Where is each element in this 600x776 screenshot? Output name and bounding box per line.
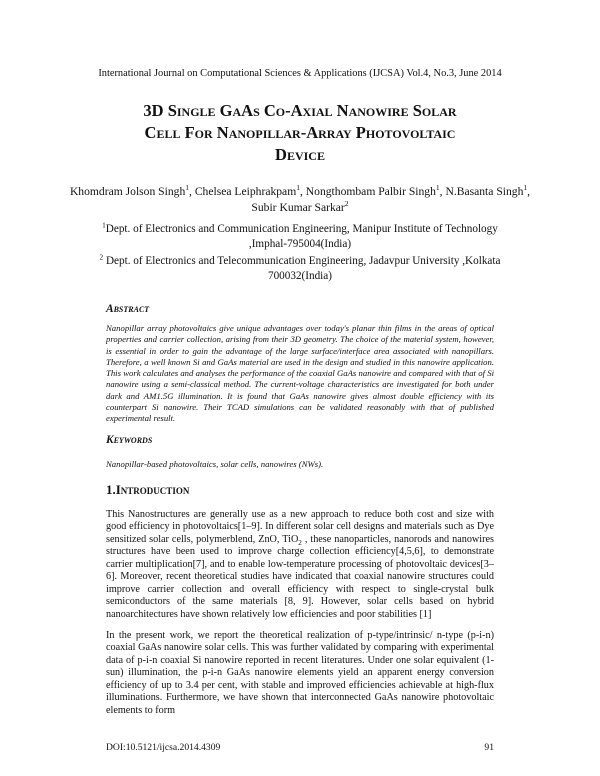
abstract-heading: Abstract bbox=[106, 303, 150, 315]
journal-header: International Journal on Computational Sciences & Applications (IJCSA) Vol.4, No.3, June 2014 bbox=[98, 68, 502, 79]
affil-mark: 2 bbox=[99, 253, 104, 262]
intro-paragraph-2: In the present work, we report the theoretical realization of p-type/intrinsic/ n-type (p-i-n) coaxial GaAs nanowire solar cells. This was further validated by comparing with experimental data of p-i-n coaxial Si nanowire reported in recent literatures. Under one solar equivalent (1-sun) illumination, the p-i-n GaAs nanowire elements yield an apparent energy conversion efficiency of up to 3.4 per cent, with stable and improved efficiencies achievable at high-flux illuminations. Furthermore, we have shown that interconnected GaAs nanowire photovoltaic elements to form bbox=[106, 630, 494, 716]
author-name: Khomdram Jolson Singh bbox=[69, 185, 186, 198]
keywords-heading: Keywords bbox=[106, 434, 153, 446]
section-number: 1. bbox=[106, 482, 116, 497]
title-line-3: Device bbox=[275, 145, 325, 164]
author-name: N.Basanta Singh bbox=[445, 185, 524, 198]
affil-mark: 1 bbox=[102, 221, 106, 230]
subscript: 2 bbox=[298, 538, 302, 547]
title-line-2: Cell For Nanopillar-Array Photovoltaic bbox=[144, 123, 456, 142]
author-list: Khomdram Jolson Singh$^1$, Chelsea Leiphrakpam$^1$, Nongthombam Palbir Singh$^1$, N.Basanta Singh$^1$, Subir Kumar Sarkar$^2$ bbox=[69, 183, 531, 214]
footer-doi: DOI:10.5121/ijcsa.2014.4309 bbox=[106, 742, 221, 753]
affiliation-1: $^1$Dept. of Electronics and Communication Engineering, Manipur Institute of Technology ,Imphal-795004(India) bbox=[102, 221, 498, 250]
title-line-1: 3D Single GaAs Co-Axial Nanowire Solar bbox=[143, 101, 457, 120]
author-name: Subir Kumar Sarkar bbox=[251, 201, 345, 214]
author-affil-mark: 1 bbox=[296, 183, 300, 193]
paper-title bbox=[80, 100, 520, 166]
author-affil-mark: 1 bbox=[523, 183, 528, 193]
section-heading-introduction bbox=[106, 482, 189, 498]
intro-paragraph-1: This Nanostructures are generally use as a new approach to reduce both cost and size with good efficiency in photovoltaics[1–9]. In different solar cell designs and materials such as Dye sensitized solar cells, polymerblend, ZnO, TiO$_2$ , these nanoparticles, nanorods and nanowires structures have been used to improve charge collection efficiency[4,5,6], to demonstrate carrier multiplication[7], and to enable low-temperature processing of photovoltaic devices[3–6]. Moreover, recent theoretical studies have indicated that coaxial nanowire structures could improve carrier collection and overall efficiency with respect to single-crystal bulk semiconductors of the same materials [8, 9]. However, solar cells based on hybrid nanoarchitectures have shown relatively low efficiencies and poor stabilities [1] bbox=[106, 509, 494, 620]
keywords-text: Nanopillar-based photovoltaics, solar cells, nanowires (NWs). bbox=[106, 459, 324, 469]
author-affil-mark: 1 bbox=[185, 183, 190, 193]
section-title: Introduction bbox=[115, 482, 190, 497]
page-number: 91 bbox=[484, 742, 494, 753]
author-name: Chelsea Leiphrakpam bbox=[194, 185, 297, 198]
affiliations bbox=[90, 222, 510, 286]
author-affil-mark: 1 bbox=[435, 183, 440, 193]
abstract-text: Nanopillar array photovoltaics give unique advantages over today's planar thin films in the areas of optical properties and carrier collection, arising from their 3D geometry. The choice of the material system, however, is essential in order to gain the advantage of the large surface/interface area associated with nanopillars. Therefore, a well known Si and GaAs material are used in the design and studied in this nanowire application. This work calculates and analyses the performance of the coaxial GaAs nanowire and compared with that of Si nanowire using a semi-classical method. The current-voltage characteristics are investigated for both under dark and AM1.5G illumination. It is found that GaAs nanowire gives almost double efficiency with its counterpart Si nanowire. Their TCAD simulations can be validated reasonably with that of published experimental result. bbox=[106, 323, 494, 424]
author-affil-mark: 2 bbox=[344, 199, 349, 209]
affiliation-2: $^2$ Dept. of Electronics and Telecommunication Engineering, Jadavpur University ,Kolkata 700032(India) bbox=[99, 253, 501, 282]
author-name: Nongthombam Palbir Singh bbox=[305, 185, 436, 198]
